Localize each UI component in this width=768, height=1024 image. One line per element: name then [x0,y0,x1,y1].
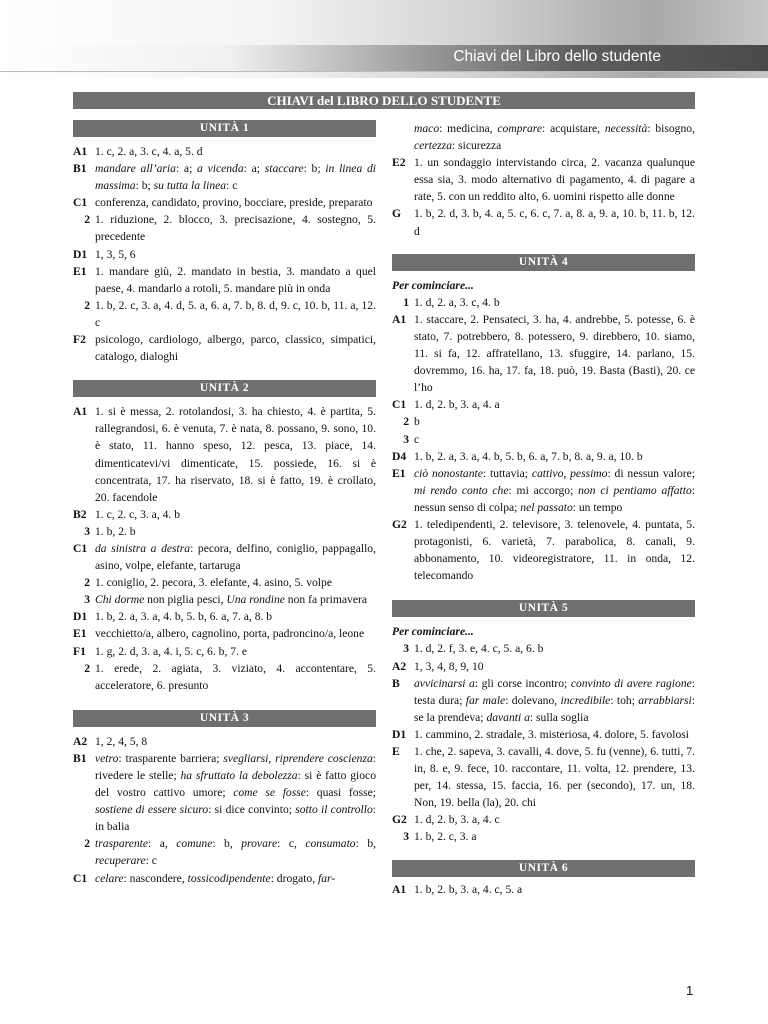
answer-fragment: : si è fatto gioco del vostro cattivo umore; [95,769,376,800]
exercise-label: D4 [392,449,407,463]
answer-fragment: : di nessun valore; [607,466,696,480]
answer-term: cattivo, pessimo [531,466,608,480]
answer-term: come se fosse [233,786,306,800]
answer-text: c [414,432,420,446]
exercise-label: C1 [73,196,88,210]
exercise-label: A1 [392,312,407,326]
answer-text: 1. teledipendenti, 2. televisore, 3. telenovele, 4. puntata, 5. protagonisti, 6. varietà, 7. parabolica, 8. canali, 9. abbonamento, 10. videoregistratore, 11. in onda, 12. telecomando [414,517,695,583]
answer-text: 1. cammino, 2. stradale, 3. misteriosa, 4. dolore, 5. favolosi [414,727,689,741]
answer-text [95,870,376,887]
answer-fragment: : pecora, delfino, coniglio, pappagallo, asino, volpe, elefante, tartaruga [95,541,376,573]
answer-term: comprare [497,122,543,135]
answer-term: avvicinarsi a [414,676,475,690]
answer-text: 1. un sondaggio intervistando circa, 2. vacanza qualunque essa sia, 3. modo alternativo di pagamento, 4. di pagare a rate, 5. con un reddito alto, 6. uomini rispetto alle donne [414,156,695,204]
exercise-label: 2 [84,661,90,675]
answer-text: vecchietto/a, albero, cagnolino, porta, padroncino/a, leone [95,627,365,641]
answer-row [392,431,695,448]
answer-text [414,675,695,726]
answer-row [73,608,376,625]
answer-text: 1. che, 2. sapeva, 3. cavalli, 4. dove, 5. fu (venne), 6. tutti, 7. in, 8. e, 9. fece, 10. raccontare, 11. volta, 12. prendere, 13. per, 14. stessa, 15. faccia, 16. per (secondo), 17. un, 18. Non, 19. bella (la), 20. chi [414,745,695,810]
answer-fragment: : un tempo [572,500,623,514]
answer-fragment: : medicina, [439,122,498,135]
answer-fragment: : mi accorgo; [508,483,579,497]
exercise-label: 3 [84,524,90,538]
unit-heading: UNITÀ 6 [392,860,695,877]
answer-term: staccare [264,162,304,176]
answer-text [414,120,695,154]
answer-text: 1. b, 2. c, 3. a [414,830,477,844]
answer-fragment: : in balia [95,803,376,834]
section-subheading: Per cominciare... [392,278,474,292]
answer-term: da sinistra a destra [95,541,191,555]
exercise-label: G [392,207,402,221]
answer-fragment: : a, [148,837,177,851]
answer-row [392,154,695,205]
answer-term: a vicenda [197,162,244,176]
answer-fragment: : si dice convinto; [208,803,296,817]
answer-text [414,465,695,516]
answer-fragment: : acquistare, [542,122,605,135]
answer-term: consumato [305,837,356,851]
answer-fragment: : se la prendeva; [414,693,696,724]
answer-text: 1. b, 2. b, 3. a, 4. c, 5. a [414,882,523,896]
exercise-label: 2 [84,298,90,312]
exercise-label: E1 [73,264,87,278]
answer-text: 1. mandare giù, 2. mandato in bestia, 3. mandato a quel paese, 4. mandarlo a rotoli, 5. mandare più in onda [95,264,376,295]
right-column [392,120,695,898]
answer-row [392,743,695,811]
answer-text: 1. d, 2. a, 3. c, 4. b [414,295,500,309]
answer-term: su tutta la linea [153,179,227,193]
answer-row [73,574,376,591]
answer-text: 1. b, 2. a, 3. a, 4. b, 5. b, 6. a, 7. b, 8. a, 9. a, 10. b [414,449,643,463]
unit-heading: UNITÀ 2 [73,380,376,397]
answer-fragment: : bisogno, [647,122,695,135]
left-column [73,120,376,887]
exercise-label: E1 [392,466,406,480]
answer-row [73,331,376,365]
answer-term: ciò nonostante [414,466,483,480]
answer-row [392,205,695,239]
exercise-label: E [392,745,400,758]
answer-row [73,263,376,297]
exercise-label: 2 [84,837,90,851]
answer-fragment: : b; [135,179,154,193]
answer-term: svegliarsi, riprendere coscienza [223,751,373,765]
exercise-label: G2 [392,813,407,827]
answer-text: 1. b, 2. d, 3. b, 4. a, 5. c, 6. c, 7. a, 8. a, 9. a, 10. b, 11. b, 12. d [414,207,695,238]
answer-fragment: : toh; [610,693,639,707]
answer-text [95,750,376,835]
answer-text: 1. b, 2. c, 3. a, 4. d, 5. a, 6. a, 7. b, 8. d, 9. c, 10. b, 11. a, 12. c [95,298,376,329]
answer-row [73,643,376,660]
answer-row [73,540,376,574]
answer-text: 1. si è messa, 2. rotolandosi, 3. ha chiesto, 4. è partita, 5. rallegrandosi, 6. è venuta, 7. è nata, 8. possano, 9. sono, 10. è stato, 11. hanno speso, 12. pesca, 13. piace, 14. dimenticatevi/vi dimenticate, 15. possiede, 16. si è concentrata, 17. ha riservato, 18. si è fatto, 19. è crollato, 20. facendole [95,405,376,504]
answer-row [73,143,376,160]
answer-row [73,194,376,211]
answer-fragment: : c [145,854,157,868]
answer-fragment: : a; [175,162,198,176]
answer-term: provare [241,837,278,851]
exercise-label: E2 [392,156,406,170]
answer-fragment: : testa dura; [414,676,695,707]
page-number: 1 [686,983,694,998]
answer-row [73,750,376,835]
answer-row [73,660,376,694]
answer-term: celare [95,871,124,885]
answer-text: 1. b, 2. a, 3. a, 4. b, 5. b, 6. a, 7. a, 8. b [95,610,273,624]
answer-term: tossicodipendente [187,871,271,885]
answer-row [392,675,695,726]
exercise-label: F1 [73,644,86,658]
answer-row [73,591,376,608]
answer-row [73,211,376,245]
answer-row [73,835,376,869]
answer-text: conferenza, candidato, provino, bocciare, preside, preparato [95,196,373,210]
unit-heading: UNITÀ 3 [73,710,376,727]
exercise-label: B1 [73,162,87,176]
answer-text [95,835,376,869]
answer-text: 1. c, 2. a, 3. c, 4. a, 5. d [95,145,203,158]
exercise-label: C1 [73,541,88,555]
exercise-label: A2 [73,734,88,748]
answer-row [73,160,376,194]
unit-heading: UNITÀ 5 [392,600,695,617]
answer-fragment: : c [226,179,238,193]
answer-text [95,591,376,608]
answer-term: recuperare [95,854,146,868]
answer-row [392,658,695,675]
exercise-label: 3 [403,642,409,656]
continuation-indent [392,120,414,154]
answer-term: trasparente [95,837,149,851]
answer-fragment: non piglia pesci, [144,593,227,607]
running-title: Chiavi del Libro dello studente [453,48,661,65]
answer-term: comune [176,837,213,851]
answer-term: non ci pentiamo affatto [578,483,692,497]
exercise-label: A2 [392,659,407,673]
exercise-label: E1 [73,627,87,641]
exercise-label: D1 [392,727,407,741]
answer-fragment: : nascondere, [123,871,188,885]
answer-row [73,870,376,887]
answer-text: 1. c, 2. c, 3. a, 4. b [95,507,181,521]
answer-text: 1. d, 2. f, 3. e, 4. c, 5. a, 6. b [414,642,544,656]
exercise-label: C1 [73,871,88,885]
answer-text: 1. staccare, 2. Pensateci, 3. ha, 4. andrebbe, 5. potesse, 6. è stato, 7. potrebbero, 8. potessero, 9. direbbero, 10. siamo, 11. si fa, 12. affratellano, 13. sfuggire, 14. parlano, 15. dovremmo, 16. ha, 17. fa, 18. può, 19. Basta (Basti), 20. ce l’ho [414,312,695,395]
exercise-label: C1 [392,398,407,412]
answer-row [392,465,695,516]
answer-term: mandare all’aria [95,162,176,176]
exercise-label: B1 [73,751,87,765]
answer-fragment: : b, [212,837,242,851]
exercise-label: 1 [403,295,409,309]
answer-row [392,413,695,430]
answer-text: b [414,415,420,429]
answer-term: far male [465,693,506,707]
answer-fragment: : tuttavia; [482,466,532,480]
unit-heading: UNITÀ 4 [392,254,695,271]
answer-text: 1. b, 2. b [95,524,136,538]
answer-row [73,733,376,750]
answer-term: necessità [604,122,648,135]
answer-term: maco [414,122,440,135]
answer-fragment: : b, [355,837,377,851]
header-divider [0,71,768,72]
answer-row [73,297,376,331]
answer-row [392,120,695,154]
answer-term: convinto di avere ragione [570,676,692,690]
answer-fragment: : nessun senso di colpa; [414,483,695,514]
answer-text: 1. coniglio, 2. pecora, 3. elefante, 4. asino, 5. volpe [95,576,332,590]
answer-text: 1. riduzione, 2. blocco, 3. precisazione, 4. sostegno, 5. precedente [95,213,376,244]
exercise-label: F2 [73,333,86,347]
exercise-label: D1 [73,610,88,624]
exercise-label: G2 [392,517,407,531]
answer-text: 1. g, 2. d, 3. a, 4. i, 5. c, 6. b, 7. e [95,644,247,658]
answer-text: 1, 3, 4, 8, 9, 10 [414,659,484,673]
answer-text: psicologo, cardiologo, albergo, parco, classico, simpatici, catalogo, dialoghi [95,333,376,364]
answer-row [392,726,695,743]
answer-fragment: : quasi fosse; [305,786,376,800]
answer-row [392,448,695,465]
answer-text: 1. d, 2. b, 3. a, 4. a [414,398,500,412]
answer-row [392,640,695,657]
running-header [0,0,768,78]
answer-term: nel passato [520,500,573,514]
answer-fragment: : sicurezza [452,139,502,153]
exercise-label: A1 [73,145,88,158]
answer-text: 1, 3, 5, 6 [95,247,136,261]
answer-row [73,523,376,540]
answer-term: Una rondine [226,593,285,607]
answer-row [73,625,376,642]
answer-row [73,246,376,263]
answer-term: Chi dorme [95,593,145,607]
exercise-label: 3 [403,830,409,844]
answer-term: sotto il controllo [295,803,373,817]
exercise-label: 2 [84,576,90,590]
answer-row [392,294,695,311]
answer-fragment: : a; [243,162,265,176]
answer-term: incredibile [560,693,611,707]
exercise-label: 2 [403,415,409,429]
answer-term: vetro [95,751,119,765]
answer-row [392,396,695,413]
answer-term: far- [318,871,336,885]
answer-text: 1. erede, 2. agiata, 3. viziato, 4. accontentare, 5. acceleratore, 6. presunto [95,661,376,692]
answer-fragment: : drogato, [270,871,319,885]
answer-fragment: : b; [303,162,326,176]
answer-text [95,160,376,194]
exercise-label: 3 [403,432,409,446]
answer-text: 1, 2, 4, 5, 8 [95,734,148,748]
answer-term: certezza [414,139,452,153]
exercise-label: B [392,676,400,690]
answer-row [392,828,695,845]
answer-fragment: : rivedere le stelle; [95,751,377,782]
answer-row [392,311,695,396]
exercise-label: B2 [73,507,87,521]
answer-term: in linea di massima [95,162,377,193]
answer-row [392,881,695,898]
exercise-label: D1 [73,247,88,261]
main-title: CHIAVI del LIBRO DELLO STUDENTE [73,92,695,109]
answer-text [95,540,376,574]
answer-fragment: : gli corse incontro; [474,676,571,690]
answer-term: arrabbiarsi [638,693,692,707]
answer-fragment: : trasparente barriera; [118,751,224,765]
exercise-label: 3 [84,593,90,607]
exercise-label: 2 [84,213,90,227]
exercise-label: A1 [392,882,407,896]
section-subheading: Per cominciare... [392,625,474,639]
answer-term: ha sfruttato la debolezza [180,769,298,782]
answer-term: mi rendo conto che [414,483,509,497]
answer-row [73,506,376,523]
answer-fragment: : dolevano, [505,693,561,707]
answer-fragment: : c, [277,837,306,851]
answer-fragment: non fa primavera [284,593,367,607]
answer-row [392,516,695,584]
answer-fragment: : sulla soglia [529,710,589,724]
answer-term: sostiene di essere sicuro [95,803,209,817]
answer-row [73,403,376,506]
answer-row [392,811,695,828]
answer-text: 1. d, 2. b, 3. a, 4. c [414,813,500,827]
unit-heading: UNITÀ 1 [73,120,376,137]
answer-term: davanti a [486,710,530,724]
exercise-label: A1 [73,405,88,419]
